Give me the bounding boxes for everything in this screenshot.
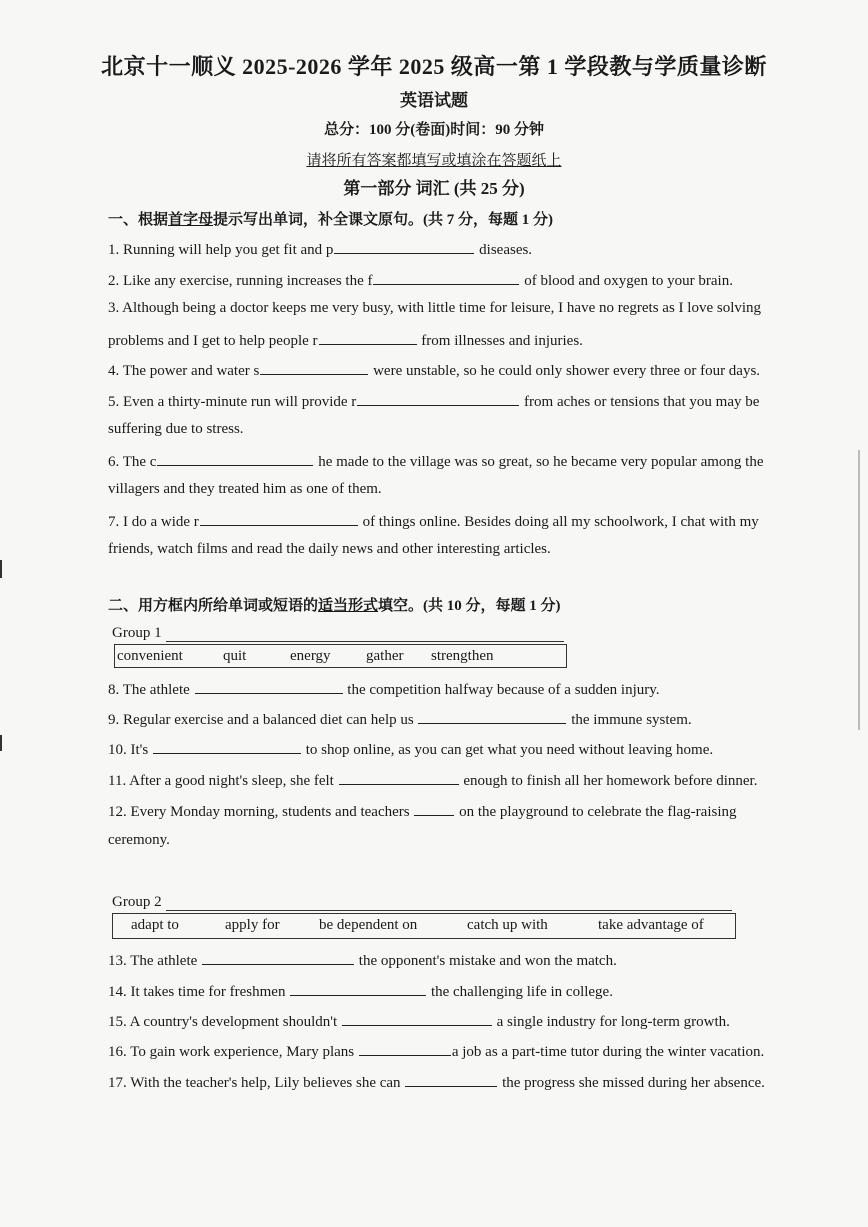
exam-title: 北京十一顺义 2025-2026 学年 2025 级高一第 1 学段教与学质量诊断 bbox=[101, 54, 767, 79]
answer-blank bbox=[339, 770, 459, 785]
q16-text-a: 16. To gain work experience, Mary plans bbox=[108, 1044, 355, 1060]
section2-heading bbox=[108, 594, 561, 615]
q8-text-a: 8. The athlete bbox=[108, 682, 190, 698]
group1-word-box bbox=[114, 644, 567, 668]
question-3-line2 bbox=[108, 330, 583, 350]
q7-text-b: of things online. Besides doing all my schoolwork, I chat with my bbox=[362, 514, 759, 530]
group2-word-box bbox=[112, 913, 736, 939]
q9-text-a: 9. Regular exercise and a balanced diet can help us bbox=[108, 712, 414, 728]
q10-text-a: 10. It's bbox=[108, 742, 149, 758]
question-5-line1 bbox=[108, 391, 759, 411]
q15-text-a: 15. A country's development shouldn't bbox=[108, 1014, 338, 1030]
q4-text-a: 4. The power and water s bbox=[108, 363, 260, 379]
q5-text-line2: suffering due to stress. bbox=[108, 421, 244, 437]
question-6-line2 bbox=[108, 481, 382, 498]
question-12-line2 bbox=[108, 832, 170, 849]
exam-subtitle: 英语试题 bbox=[400, 91, 468, 110]
q6-text-line2: villagers and they treated him as one of them. bbox=[108, 481, 382, 497]
question-2 bbox=[108, 270, 733, 290]
q17-text-b: the progress she missed during her absence. bbox=[502, 1075, 765, 1091]
question-3-line1 bbox=[108, 300, 761, 317]
word-option: adapt to bbox=[131, 917, 179, 933]
answer-blank bbox=[418, 709, 566, 724]
answer-blank bbox=[357, 391, 519, 406]
answer-blank bbox=[359, 1041, 451, 1056]
part-heading: 第一部分 词汇 (共 25 分) bbox=[343, 179, 525, 198]
answer-blank bbox=[290, 981, 426, 996]
q3-text-line1: 3. Although being a doctor keeps me very busy, with little time for leisure, I have no regrets as I love solving bbox=[108, 300, 762, 316]
question-14 bbox=[108, 981, 613, 1001]
section1-prefix: 一、根据 bbox=[108, 212, 169, 228]
question-13 bbox=[108, 950, 617, 970]
q14-text-b: the challenging life in college. bbox=[430, 984, 613, 1000]
answer-blank bbox=[342, 1011, 492, 1026]
answer-blank bbox=[157, 451, 313, 466]
word-option: apply for bbox=[225, 917, 280, 933]
q7-text-line2: friends, watch films and read the daily news and other interesting articles. bbox=[108, 541, 551, 557]
answer-blank bbox=[153, 739, 301, 754]
q6-text-b: he made to the village was so great, so he became very popular among the bbox=[318, 454, 764, 470]
q1-text-b: diseases. bbox=[479, 242, 533, 258]
scan-edge-mark bbox=[0, 735, 2, 751]
word-option: gather bbox=[366, 648, 404, 664]
q13-text-a: 13. The athlete bbox=[108, 953, 198, 969]
q5-text-b: from aches or tensions that you may be bbox=[524, 394, 760, 410]
question-12-line1 bbox=[108, 801, 737, 821]
q11-text-b: enough to finish all her homework before dinner. bbox=[463, 773, 758, 789]
q1-text-a: 1. Running will help you get fit and p bbox=[108, 242, 334, 258]
q12-text-a: 12. Every Monday morning, students and teachers bbox=[108, 804, 410, 820]
word-option: quit bbox=[223, 648, 247, 664]
q12-text-b: on the playground to celebrate the flag-raising bbox=[459, 804, 737, 820]
scan-edge-mark bbox=[0, 560, 2, 578]
q17-text-a: 17. With the teacher's help, Lily believes she can bbox=[108, 1075, 401, 1091]
word-option: catch up with bbox=[467, 917, 548, 933]
q13-text-b: the opponent's mistake and won the match. bbox=[358, 953, 617, 969]
q3-text-a: problems and I get to help people r bbox=[108, 333, 318, 349]
q7-text-a: 7. I do a wide r bbox=[108, 514, 199, 530]
group1-label: Group 1 bbox=[112, 625, 162, 641]
answer-blank bbox=[202, 950, 354, 965]
answer-sheet-notice: 请将所有答案都填写或填涂在答题纸上 bbox=[306, 153, 562, 169]
q8-text-b: the competition halfway because of a sudden injury. bbox=[347, 682, 660, 698]
q5-text-a: 5. Even a thirty-minute run will provide r bbox=[108, 394, 357, 410]
question-8 bbox=[108, 679, 660, 699]
question-6-line1 bbox=[108, 451, 763, 471]
q2-text-b: of blood and oxygen to your brain. bbox=[524, 273, 733, 289]
answer-blank bbox=[260, 360, 368, 375]
question-7-line1 bbox=[108, 511, 759, 531]
answer-blank bbox=[200, 511, 358, 526]
q6-text-a: 6. The c bbox=[108, 454, 157, 470]
word-option: be dependent on bbox=[319, 917, 418, 933]
answer-blank bbox=[195, 679, 343, 694]
question-7-line2 bbox=[108, 541, 551, 558]
group2-rule bbox=[166, 910, 732, 911]
question-11 bbox=[108, 770, 757, 790]
answer-blank bbox=[334, 239, 474, 254]
q3-text-b: from illnesses and injuries. bbox=[421, 333, 583, 349]
q16-text-b: a job as a part-time tutor during the winter vacation. bbox=[451, 1044, 765, 1060]
section1-heading bbox=[108, 208, 553, 229]
q14-text-a: 14. It takes time for freshmen bbox=[108, 984, 286, 1000]
q12-text-line2: ceremony. bbox=[108, 832, 170, 848]
word-option: energy bbox=[290, 648, 331, 664]
scan-edge-mark bbox=[858, 450, 860, 730]
answer-blank bbox=[405, 1072, 497, 1087]
question-15 bbox=[108, 1011, 730, 1031]
question-1 bbox=[108, 239, 532, 259]
q15-text-b: a single industry for long-term growth. bbox=[496, 1014, 730, 1030]
q4-text-b: were unstable, so he could only shower every three or four days. bbox=[373, 363, 761, 379]
group2-label: Group 2 bbox=[112, 894, 162, 910]
word-option: take advantage of bbox=[598, 917, 704, 933]
word-option: convenient bbox=[117, 648, 183, 664]
group1-rule bbox=[166, 641, 564, 642]
question-17 bbox=[108, 1072, 765, 1092]
q11-text-a: 11. After a good night's sleep, she felt bbox=[108, 773, 334, 789]
question-16 bbox=[108, 1041, 764, 1061]
score-time-info: 总分：100 分(卷面)时间：90 分钟 bbox=[324, 122, 544, 138]
answer-blank bbox=[319, 330, 417, 345]
question-9 bbox=[108, 709, 692, 729]
question-10 bbox=[108, 739, 713, 759]
answer-blank bbox=[373, 270, 519, 285]
q2-text-a: 2. Like any exercise, running increases the f bbox=[108, 273, 373, 289]
section2-underlined: 适当形式 bbox=[318, 598, 379, 614]
section1-suffix: 提示写出单词，补全课文原句。(共 7 分，每题 1 分) bbox=[213, 212, 554, 228]
section2-prefix: 二、用方框内所给单词或短语的 bbox=[108, 598, 319, 614]
question-4 bbox=[108, 360, 760, 380]
q9-text-b: the immune system. bbox=[571, 712, 692, 728]
q10-text-b: to shop online, as you can get what you need without leaving home. bbox=[305, 742, 714, 758]
word-option: strengthen bbox=[431, 648, 494, 664]
answer-blank bbox=[414, 801, 454, 816]
question-5-line2 bbox=[108, 421, 244, 438]
section2-suffix: 填空。(共 10 分，每题 1 分) bbox=[378, 598, 561, 614]
section1-underlined: 首字母 bbox=[168, 212, 214, 228]
